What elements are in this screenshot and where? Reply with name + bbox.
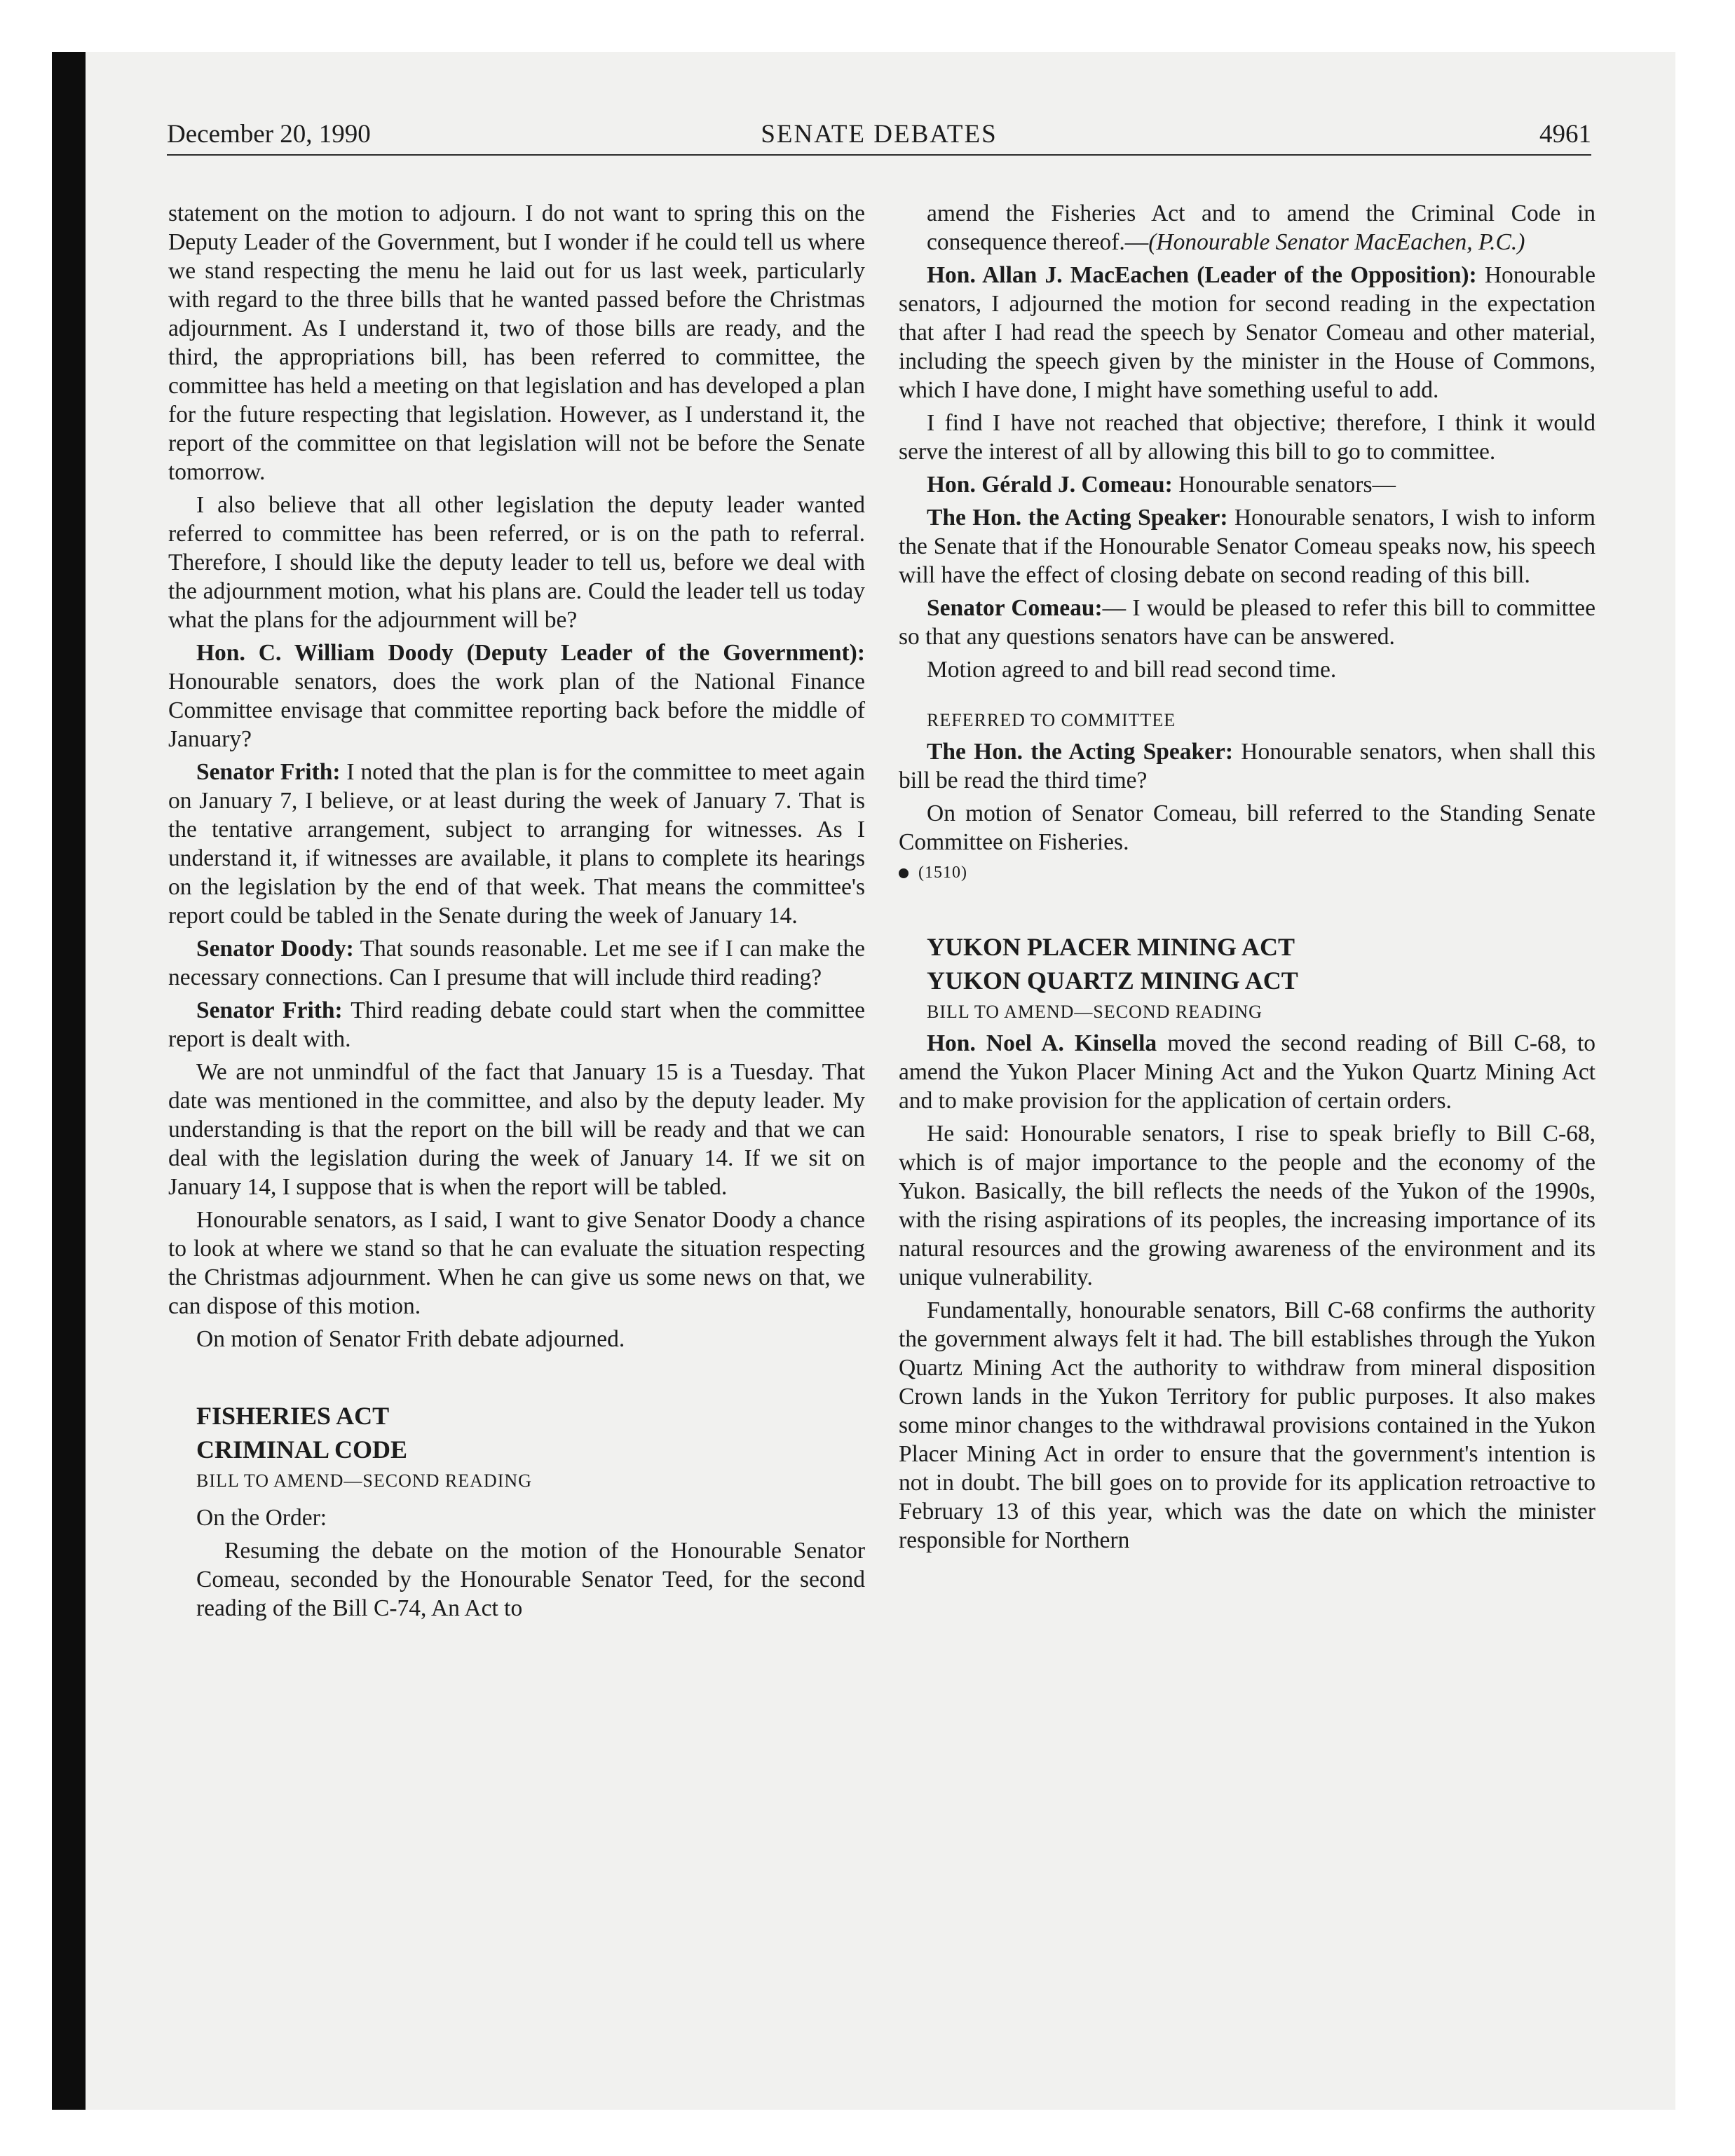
- left-column: [168, 199, 865, 1627]
- paragraph: [899, 503, 1595, 589]
- paragraph: statement on the motion to adjourn. I do not want to spring this on the Deputy Leader of the Government, but I wonder if he could tell us where we stand respecting the menu he laid out for us last week, particularly with regard to the three bills that he wanted passed before the Christmas adjournment. As I understand it, two of those bills are ready, and the third, the appropriations bill, has been referred to committee, the committee has held a meeting on that legislation and has developed a plan for the future respecting that legislation. However, as I understand it, the report of the committee on that legislation will not be before the Senate tomorrow.: [168, 200, 865, 485]
- paragraph: Motion agreed to and bill read second time.: [927, 657, 1337, 683]
- section-subheading: REFERRED TO COMMITTEE: [927, 710, 1176, 730]
- paragraph: On motion of Senator Frith debate adjourned.: [196, 1326, 625, 1352]
- paragraph: [899, 261, 1595, 404]
- speaker-name: The Hon. the Acting Speaker:: [927, 505, 1228, 531]
- speech-text: — I would be pleased to refer this bill to committee so that any questions senators have can be answered.: [899, 595, 1595, 650]
- section-heading: YUKON PLACER MINING ACT: [927, 933, 1295, 961]
- speaker-name: Senator Comeau:: [927, 595, 1103, 621]
- paragraph: [168, 934, 865, 992]
- speaker-name: Hon. Allan J. MacEachen (Leader of the Opposition):: [927, 262, 1477, 288]
- section-heading: FISHERIES ACT: [196, 1402, 390, 1430]
- speaker-name: Senator Doody:: [196, 936, 354, 962]
- paragraph: [899, 594, 1595, 651]
- header-page-number: 4961: [1539, 120, 1591, 149]
- speaker-name: The Hon. the Acting Speaker:: [927, 739, 1233, 765]
- paragraph: Fundamentally, honourable senators, Bill C-68 confirms the authority the government always felt it had. The bill establishes through the Yukon Quartz Mining Act the authority to withdraw from mineral disposition Crown lands in the Yukon Territory for public purposes. It also makes some minor changes to the withdrawal provisions contained in the Yukon Placer Mining Act in order to ensure that the government's intention is not in doubt. The bill goes on to provide for its application retroactive to February 13 of this year, which was the date on which the minister responsible for Northern: [899, 1297, 1595, 1553]
- paragraph: He said: Honourable senators, I rise to speak briefly to Bill C-68, which is of major importance to the people and the economy of the Yukon. Basically, the bill reflects the needs of the Yukon of the 1990s, with the rising aspirations of its peoples, the increasing importance of its natural resources and the growing awareness of the environment and its unique vulnerability.: [899, 1121, 1595, 1290]
- speech-text: Third reading debate could start when the committee report is dealt with.: [168, 997, 865, 1052]
- paragraph: We are not unmindful of the fact that January 15 is a Tuesday. That date was mentioned in the committee, and also by the deputy leader. My understanding is that the report on the bill will be ready and that we can deal with the legislation during the week of January 14. If we sit on January 14, I suppose that is when the report will be tabled.: [168, 1059, 865, 1200]
- page-header: [167, 115, 1591, 156]
- order-attribution: (Honourable Senator MacEachen, P.C.): [1148, 229, 1525, 255]
- header-date: December 20, 1990: [167, 120, 371, 149]
- order-text: Resuming the debate on the motion of the Honourable Senator Comeau, seconded by the Honourable Senator Teed, for the second reading of the Bill C-74, An Act to: [196, 1538, 865, 1621]
- page-scan: [52, 52, 1675, 2110]
- order-label: On the Order:: [196, 1505, 327, 1531]
- speech-text: That sounds reasonable. Let me see if I can make the necessary connections. Can I presume that will include third reading?: [168, 936, 865, 990]
- speech-text: Honourable senators, I wish to inform the Senate that if the Honourable Senator Comeau speaks now, his speech will have the effect of closing debate on second reading of this bill.: [899, 505, 1595, 588]
- section-heading: CRIMINAL CODE: [196, 1435, 408, 1464]
- speech-text: Honourable senators, I adjourned the motion for second reading in the expectation that after I had read the speech by Senator Comeau and other material, including the speech given by the minister in the House of Commons, which I have done, I might have something useful to add.: [899, 262, 1595, 403]
- scan-edge: [52, 52, 86, 2110]
- paragraph: [899, 470, 1595, 499]
- order-text-continued: amend the Fisheries Act and to amend the Criminal Code in consequence thereof.—(Honourable Senator MacEachen, P.C.): [927, 200, 1595, 255]
- speech-text: Honourable senators, when shall this bill be read the third time?: [899, 739, 1596, 793]
- paragraph: Honourable senators, as I said, I want to give Senator Doody a chance to look at where we stand so that he can evaluate the situation respecting the Christmas adjournment. When he can give us some news on that, we can dispose of this motion.: [168, 1207, 865, 1319]
- speaker-name: Hon. C. William Doody (Deputy Leader of the Government):: [196, 640, 865, 666]
- speech-text: Honourable senators, does the work plan of the National Finance Committee envisage that committee reporting back before the middle of January?: [168, 669, 865, 752]
- speech-text: Honourable senators—: [1172, 472, 1396, 498]
- section-heading: YUKON QUARTZ MINING ACT: [927, 967, 1298, 995]
- speech-text: I noted that the plan is for the committee to meet again on January 7, I believe, or at least during the week of January 7. That is the tentative arrangement, subject to arranging for witnesses. As I understand it, if witnesses are available, it plans to complete its hearings on the legislation by the end of that week. That means the committee's report could be tabled in the Senate during the week of January 14.: [168, 759, 865, 929]
- speaker-name: Hon. Gérald J. Comeau:: [927, 472, 1173, 498]
- paragraph: [168, 758, 865, 930]
- bullet-icon: [899, 868, 909, 878]
- section-subheading: BILL TO AMEND—SECOND READING: [927, 1002, 1263, 1022]
- paragraph: [168, 639, 865, 753]
- speech-text: moved the second reading of Bill C-68, to amend the Yukon Placer Mining Act and the Yukon Quartz Mining Act and to make provision for the application of certain orders.: [899, 1030, 1596, 1114]
- paragraph: On motion of Senator Comeau, bill referred to the Standing Senate Committee on Fisheries.: [899, 800, 1595, 855]
- paragraph: [899, 737, 1595, 795]
- speaker-name: Senator Frith:: [196, 997, 343, 1023]
- paragraph: [168, 996, 865, 1053]
- paragraph: I find I have not reached that objective; therefore, I think it would serve the interest of all by allowing this bill to go to committee.: [899, 410, 1595, 465]
- paragraph: [899, 1029, 1595, 1115]
- timestamp: (1510): [899, 861, 1595, 885]
- paragraph: I also believe that all other legislation the deputy leader wanted referred to committee has been referred, or is on the path to referral. Therefore, I should like the deputy leader to tell us, before we deal with the adjournment motion, what his plans are. Could the leader tell us today what the plans for the adjournment will be?: [168, 492, 865, 633]
- right-column: [899, 199, 1595, 1559]
- section-subheading: BILL TO AMEND—SECOND READING: [196, 1471, 532, 1491]
- speaker-name: Senator Frith:: [196, 759, 341, 785]
- speaker-name: Hon. Noel A. Kinsella: [927, 1030, 1157, 1056]
- header-title: SENATE DEBATES: [761, 120, 998, 149]
